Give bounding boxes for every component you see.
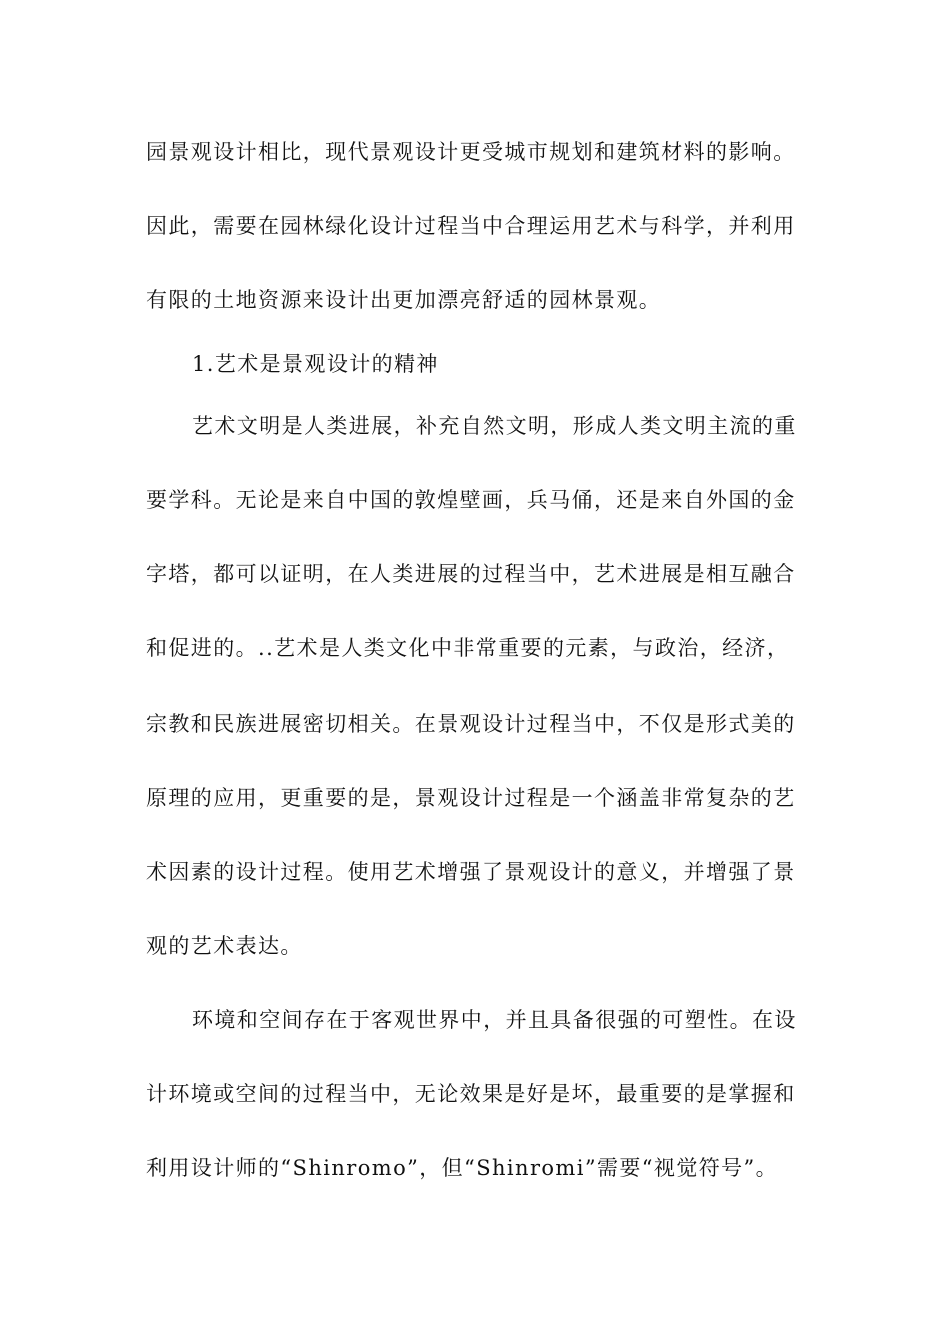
paragraph-line: 环境和空间存在于客观世界中，并且具备很强的可塑性。在设 [192, 1008, 797, 1032]
paragraph-line: 园景观设计相比，现代景观设计更受城市规划和建筑材料的影响。 [146, 140, 796, 164]
section-heading: 1.艺术是景观设计的精神 [192, 352, 439, 376]
paragraph-line: 观的艺术表达。 [146, 934, 303, 958]
paragraph-line: 计环境或空间的过程当中，无论效果是好是坏，最重要的是掌握和 [146, 1082, 796, 1106]
paragraph-line: 艺术文明是人类进展，补充自然文明，形成人类文明主流的重 [192, 414, 797, 438]
paragraph-line: 和促进的。..艺术是人类文化中非常重要的元素，与政治，经济， [146, 636, 790, 660]
paragraph-line: 术因素的设计过程。使用艺术增强了景观设计的意义，并增强了景 [146, 860, 796, 884]
paragraph-line: 原理的应用，更重要的是，景观设计过程是一个涵盖非常复杂的艺 [146, 786, 796, 810]
paragraph-line: 利用设计师的“Shinromo”，但“Shinromi”需要“视觉符号”。 [146, 1156, 779, 1180]
paragraph-line: 因此，需要在园林绿化设计过程当中合理运用艺术与科学，并利用 [146, 214, 796, 238]
paragraph-line: 字塔，都可以证明，在人类进展的过程当中，艺术进展是相互融合 [146, 562, 796, 586]
paragraph-line: 宗教和民族进展密切相关。在景观设计过程当中，不仅是形式美的 [146, 712, 796, 736]
paragraph-line: 要学科。无论是来自中国的敦煌壁画，兵马俑，还是来自外国的金 [146, 488, 796, 512]
paragraph-line: 有限的土地资源来设计出更加漂亮舒适的园林景观。 [146, 288, 662, 312]
